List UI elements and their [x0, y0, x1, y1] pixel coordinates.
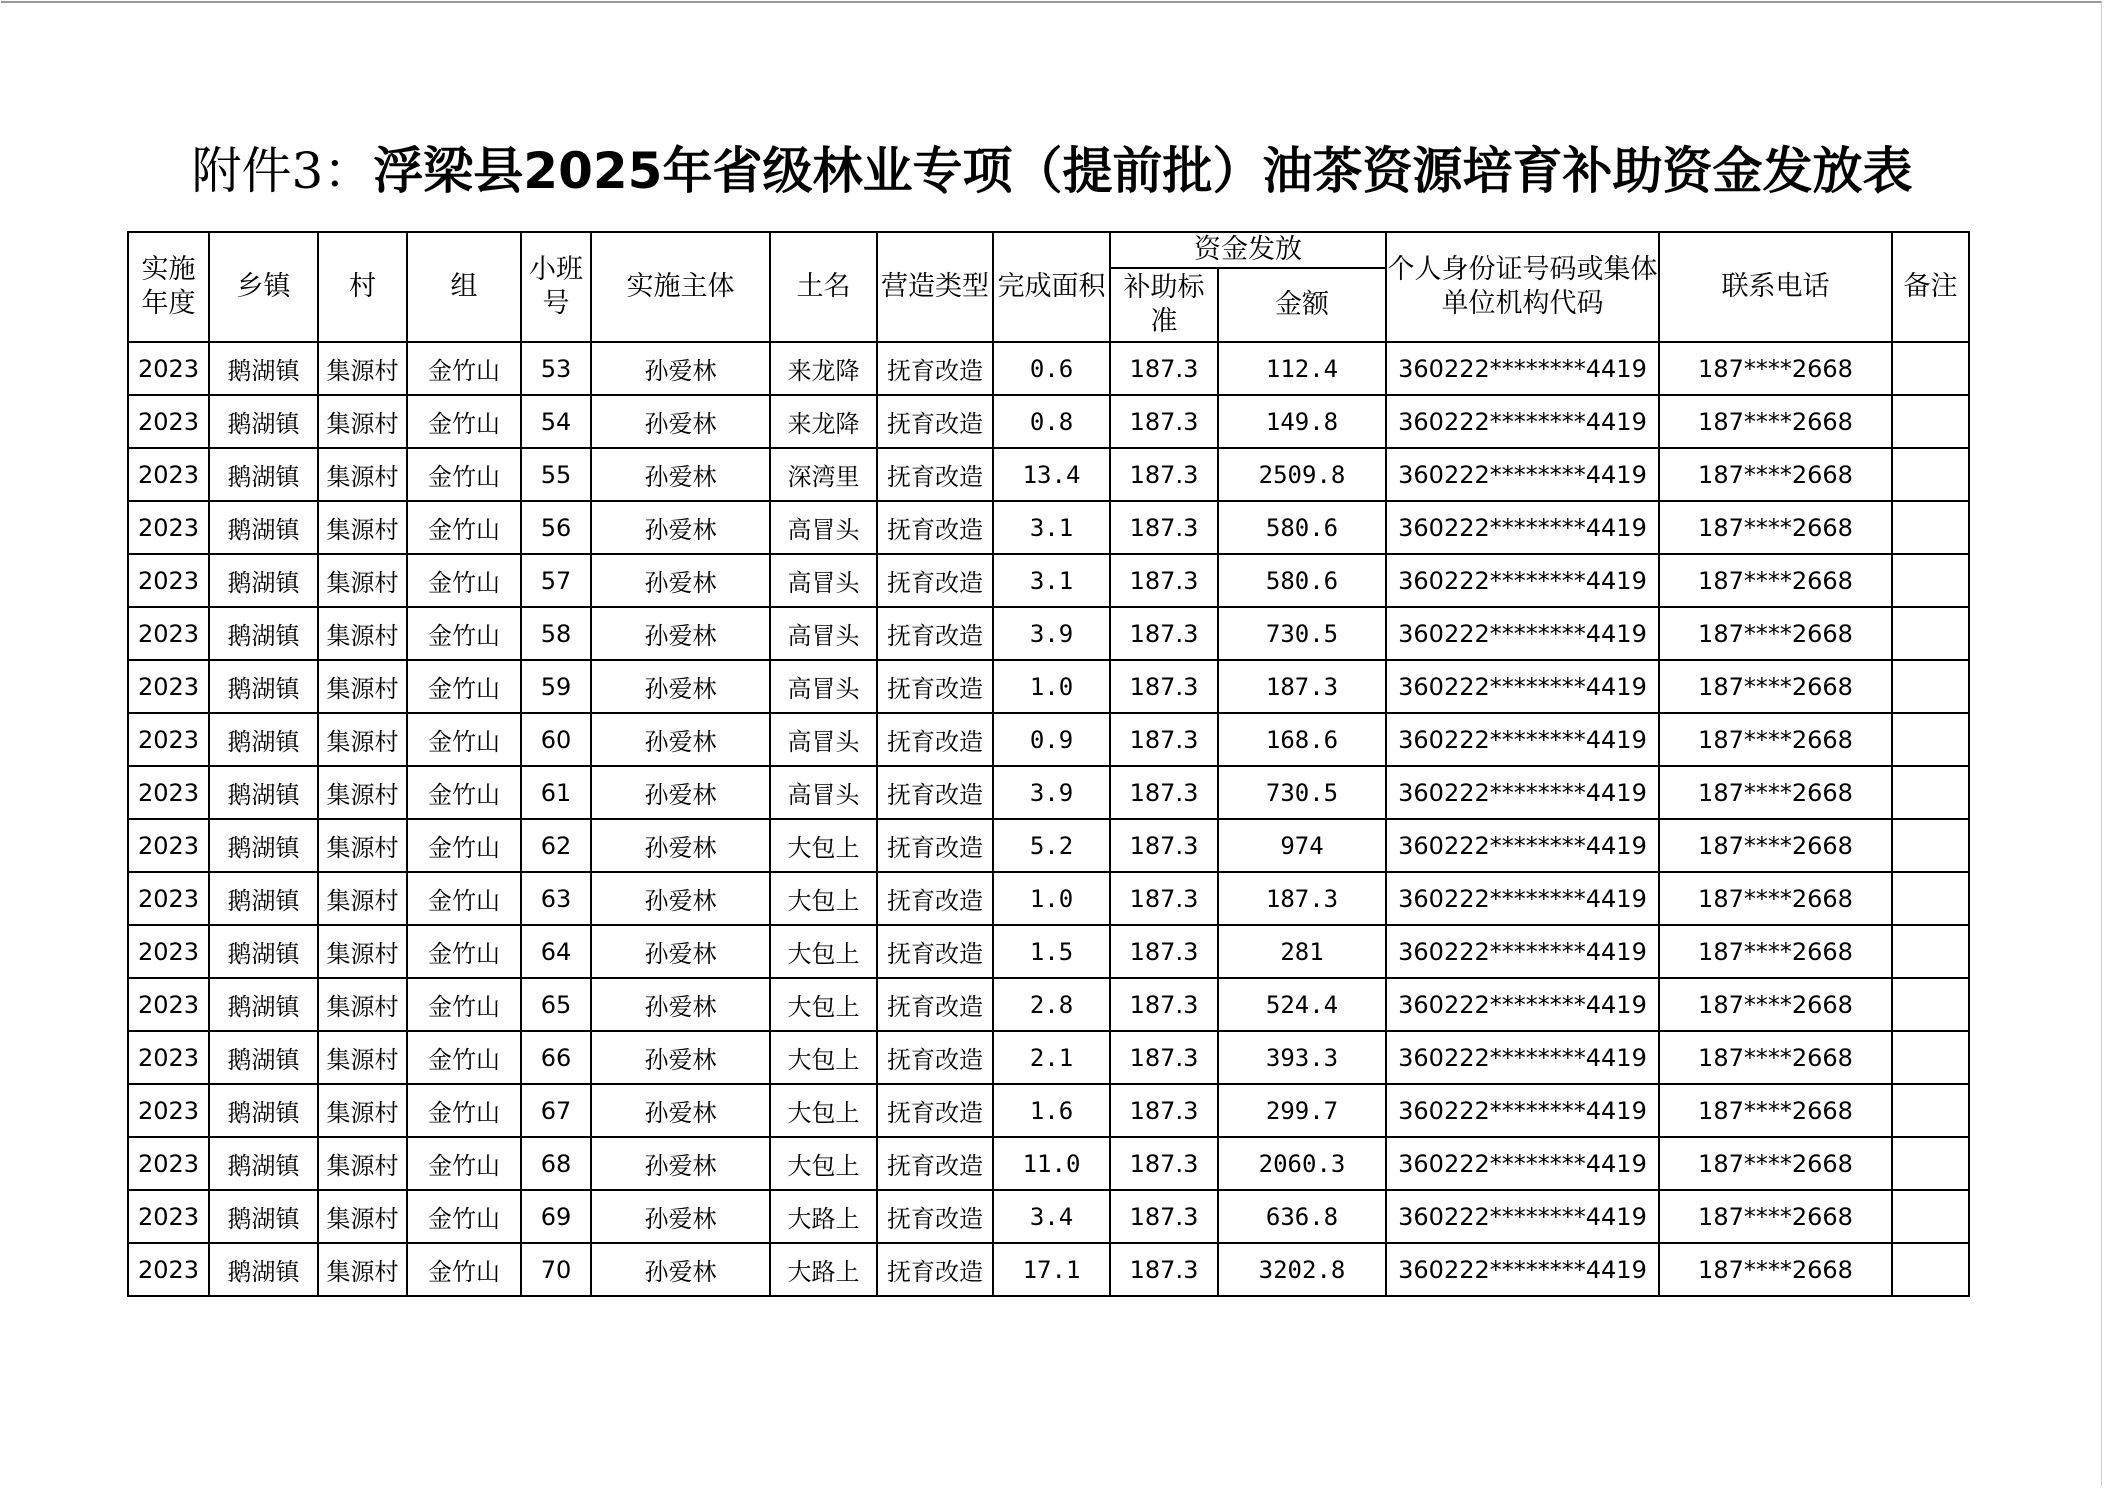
cell-village: 集源村 — [318, 766, 407, 819]
cell-phone: 187****2668 — [1659, 1190, 1892, 1243]
table-row — [128, 1137, 1969, 1190]
cell-plot-no: 62 — [521, 819, 591, 872]
cell-place-name: 大包上 — [770, 1084, 877, 1137]
cell-town: 鹅湖镇 — [209, 819, 318, 872]
cell-year: 2023 — [128, 554, 209, 607]
cell-id-code: 360222********4419 — [1386, 766, 1659, 819]
cell-area: 1.5 — [993, 925, 1110, 978]
cell-group: 金竹山 — [407, 819, 521, 872]
cell-remark — [1892, 607, 1969, 660]
cell-phone: 187****2668 — [1659, 713, 1892, 766]
cell-id-code: 360222********4419 — [1386, 660, 1659, 713]
table-row — [128, 342, 1969, 395]
cell-town: 鹅湖镇 — [209, 1243, 318, 1296]
cell-build-type: 抚育改造 — [877, 660, 993, 713]
cell-place-name: 高冒头 — [770, 660, 877, 713]
cell-entity: 孙爱林 — [591, 342, 770, 395]
cell-village: 集源村 — [318, 925, 407, 978]
cell-year: 2023 — [128, 978, 209, 1031]
cell-id-code: 360222********4419 — [1386, 872, 1659, 925]
table-row — [128, 819, 1969, 872]
cell-id-code: 360222********4419 — [1386, 1243, 1659, 1296]
cell-phone: 187****2668 — [1659, 660, 1892, 713]
cell-year: 2023 — [128, 1137, 209, 1190]
cell-town: 鹅湖镇 — [209, 607, 318, 660]
cell-build-type: 抚育改造 — [877, 925, 993, 978]
cell-year: 2023 — [128, 766, 209, 819]
header-plot-no: 小班号 — [521, 232, 591, 342]
cell-year: 2023 — [128, 1031, 209, 1084]
cell-town: 鹅湖镇 — [209, 872, 318, 925]
cell-area: 5.2 — [993, 819, 1110, 872]
header-place-name: 土名 — [770, 232, 877, 342]
cell-village: 集源村 — [318, 978, 407, 1031]
cell-amount: 149.8 — [1218, 395, 1386, 448]
header-entity: 实施主体 — [591, 232, 770, 342]
cell-plot-no: 69 — [521, 1190, 591, 1243]
cell-village: 集源村 — [318, 819, 407, 872]
cell-standard: 187.3 — [1110, 395, 1218, 448]
cell-plot-no: 70 — [521, 1243, 591, 1296]
cell-remark — [1892, 872, 1969, 925]
header-area: 完成面积 — [993, 232, 1110, 342]
cell-plot-no: 64 — [521, 925, 591, 978]
cell-id-code: 360222********4419 — [1386, 978, 1659, 1031]
table-row — [128, 1190, 1969, 1243]
table-row — [128, 1243, 1969, 1296]
cell-village: 集源村 — [318, 448, 407, 501]
cell-place-name: 高冒头 — [770, 501, 877, 554]
cell-town: 鹅湖镇 — [209, 501, 318, 554]
table-row — [128, 925, 1969, 978]
cell-village: 集源村 — [318, 713, 407, 766]
cell-plot-no: 68 — [521, 1137, 591, 1190]
cell-place-name: 大路上 — [770, 1243, 877, 1296]
cell-plot-no: 54 — [521, 395, 591, 448]
cell-amount: 168.6 — [1218, 713, 1386, 766]
cell-phone: 187****2668 — [1659, 1137, 1892, 1190]
cell-id-code: 360222********4419 — [1386, 395, 1659, 448]
cell-id-code: 360222********4419 — [1386, 501, 1659, 554]
cell-standard: 187.3 — [1110, 1190, 1218, 1243]
cell-remark — [1892, 660, 1969, 713]
cell-area: 0.9 — [993, 713, 1110, 766]
cell-build-type: 抚育改造 — [877, 1031, 993, 1084]
cell-entity: 孙爱林 — [591, 1031, 770, 1084]
cell-id-code: 360222********4419 — [1386, 1084, 1659, 1137]
cell-group: 金竹山 — [407, 1084, 521, 1137]
cell-entity: 孙爱林 — [591, 1190, 770, 1243]
header-group: 组 — [407, 232, 521, 342]
cell-standard: 187.3 — [1110, 448, 1218, 501]
header-standard: 补助标准 — [1110, 268, 1218, 342]
cell-phone: 187****2668 — [1659, 501, 1892, 554]
cell-standard: 187.3 — [1110, 1137, 1218, 1190]
cell-standard: 187.3 — [1110, 660, 1218, 713]
cell-remark — [1892, 1137, 1969, 1190]
cell-standard: 187.3 — [1110, 819, 1218, 872]
cell-amount: 580.6 — [1218, 554, 1386, 607]
cell-area: 1.0 — [993, 660, 1110, 713]
cell-phone: 187****2668 — [1659, 607, 1892, 660]
cell-amount: 524.4 — [1218, 978, 1386, 1031]
cell-place-name: 大包上 — [770, 1137, 877, 1190]
cell-amount: 187.3 — [1218, 660, 1386, 713]
cell-remark — [1892, 342, 1969, 395]
subsidy-table — [127, 231, 1970, 1297]
cell-build-type: 抚育改造 — [877, 766, 993, 819]
cell-standard: 187.3 — [1110, 872, 1218, 925]
cell-remark — [1892, 1031, 1969, 1084]
cell-year: 2023 — [128, 1243, 209, 1296]
cell-village: 集源村 — [318, 342, 407, 395]
cell-standard: 187.3 — [1110, 1243, 1218, 1296]
cell-entity: 孙爱林 — [591, 395, 770, 448]
cell-area: 11.0 — [993, 1137, 1110, 1190]
cell-group: 金竹山 — [407, 978, 521, 1031]
cell-year: 2023 — [128, 448, 209, 501]
cell-area: 2.1 — [993, 1031, 1110, 1084]
table-row — [128, 607, 1969, 660]
cell-amount: 393.3 — [1218, 1031, 1386, 1084]
cell-area: 3.1 — [993, 501, 1110, 554]
cell-entity: 孙爱林 — [591, 660, 770, 713]
cell-standard: 187.3 — [1110, 554, 1218, 607]
cell-village: 集源村 — [318, 607, 407, 660]
cell-year: 2023 — [128, 501, 209, 554]
cell-amount: 3202.8 — [1218, 1243, 1386, 1296]
cell-group: 金竹山 — [407, 607, 521, 660]
header-year: 实施年度 — [128, 232, 209, 342]
cell-amount: 730.5 — [1218, 607, 1386, 660]
cell-town: 鹅湖镇 — [209, 1084, 318, 1137]
cell-group: 金竹山 — [407, 766, 521, 819]
cell-town: 鹅湖镇 — [209, 1137, 318, 1190]
cell-entity: 孙爱林 — [591, 607, 770, 660]
cell-phone: 187****2668 — [1659, 554, 1892, 607]
cell-village: 集源村 — [318, 1243, 407, 1296]
cell-plot-no: 53 — [521, 342, 591, 395]
cell-entity: 孙爱林 — [591, 713, 770, 766]
cell-standard: 187.3 — [1110, 1031, 1218, 1084]
cell-standard: 187.3 — [1110, 1084, 1218, 1137]
cell-phone: 187****2668 — [1659, 925, 1892, 978]
cell-town: 鹅湖镇 — [209, 448, 318, 501]
cell-standard: 187.3 — [1110, 766, 1218, 819]
cell-entity: 孙爱林 — [591, 1137, 770, 1190]
cell-phone: 187****2668 — [1659, 342, 1892, 395]
cell-place-name: 大包上 — [770, 925, 877, 978]
cell-build-type: 抚育改造 — [877, 395, 993, 448]
cell-town: 鹅湖镇 — [209, 554, 318, 607]
cell-build-type: 抚育改造 — [877, 1084, 993, 1137]
cell-id-code: 360222********4419 — [1386, 1190, 1659, 1243]
cell-remark — [1892, 713, 1969, 766]
cell-id-code: 360222********4419 — [1386, 448, 1659, 501]
cell-year: 2023 — [128, 1084, 209, 1137]
cell-phone: 187****2668 — [1659, 395, 1892, 448]
header-funding: 资金发放 — [1110, 232, 1386, 268]
cell-area: 3.4 — [993, 1190, 1110, 1243]
cell-village: 集源村 — [318, 1084, 407, 1137]
cell-phone: 187****2668 — [1659, 448, 1892, 501]
cell-amount: 2060.3 — [1218, 1137, 1386, 1190]
cell-phone: 187****2668 — [1659, 766, 1892, 819]
cell-area: 3.1 — [993, 554, 1110, 607]
table-row — [128, 501, 1969, 554]
cell-build-type: 抚育改造 — [877, 342, 993, 395]
cell-area: 0.8 — [993, 395, 1110, 448]
cell-plot-no: 59 — [521, 660, 591, 713]
cell-build-type: 抚育改造 — [877, 607, 993, 660]
cell-year: 2023 — [128, 819, 209, 872]
cell-area: 3.9 — [993, 766, 1110, 819]
cell-phone: 187****2668 — [1659, 819, 1892, 872]
table-row — [128, 713, 1969, 766]
cell-standard: 187.3 — [1110, 925, 1218, 978]
cell-phone: 187****2668 — [1659, 1084, 1892, 1137]
cell-phone: 187****2668 — [1659, 872, 1892, 925]
cell-build-type: 抚育改造 — [877, 713, 993, 766]
cell-standard: 187.3 — [1110, 342, 1218, 395]
header-amount: 金额 — [1218, 268, 1386, 342]
cell-standard: 187.3 — [1110, 501, 1218, 554]
header-phone: 联系电话 — [1659, 232, 1892, 342]
cell-town: 鹅湖镇 — [209, 978, 318, 1031]
cell-remark — [1892, 1243, 1969, 1296]
cell-town: 鹅湖镇 — [209, 713, 318, 766]
cell-phone: 187****2668 — [1659, 1031, 1892, 1084]
cell-village: 集源村 — [318, 1031, 407, 1084]
cell-build-type: 抚育改造 — [877, 448, 993, 501]
cell-village: 集源村 — [318, 1190, 407, 1243]
cell-year: 2023 — [128, 713, 209, 766]
cell-year: 2023 — [128, 342, 209, 395]
cell-entity: 孙爱林 — [591, 978, 770, 1031]
cell-place-name: 深湾里 — [770, 448, 877, 501]
cell-group: 金竹山 — [407, 660, 521, 713]
cell-village: 集源村 — [318, 501, 407, 554]
cell-town: 鹅湖镇 — [209, 1031, 318, 1084]
cell-year: 2023 — [128, 395, 209, 448]
cell-place-name: 高冒头 — [770, 554, 877, 607]
cell-amount: 974 — [1218, 819, 1386, 872]
cell-year: 2023 — [128, 872, 209, 925]
cell-group: 金竹山 — [407, 713, 521, 766]
cell-id-code: 360222********4419 — [1386, 925, 1659, 978]
cell-remark — [1892, 1084, 1969, 1137]
cell-amount: 281 — [1218, 925, 1386, 978]
cell-entity: 孙爱林 — [591, 554, 770, 607]
table-row — [128, 1031, 1969, 1084]
cell-build-type: 抚育改造 — [877, 1137, 993, 1190]
cell-amount: 187.3 — [1218, 872, 1386, 925]
table-row — [128, 395, 1969, 448]
cell-place-name: 大包上 — [770, 872, 877, 925]
cell-place-name: 大路上 — [770, 1190, 877, 1243]
cell-town: 鹅湖镇 — [209, 342, 318, 395]
cell-place-name: 高冒头 — [770, 766, 877, 819]
header-build-type: 营造类型 — [877, 232, 993, 342]
cell-group: 金竹山 — [407, 1190, 521, 1243]
cell-plot-no: 57 — [521, 554, 591, 607]
cell-remark — [1892, 978, 1969, 1031]
document-title — [0, 138, 2104, 204]
cell-plot-no: 60 — [521, 713, 591, 766]
cell-village: 集源村 — [318, 872, 407, 925]
cell-group: 金竹山 — [407, 1137, 521, 1190]
cell-area: 1.0 — [993, 872, 1110, 925]
cell-entity: 孙爱林 — [591, 766, 770, 819]
cell-remark — [1892, 501, 1969, 554]
table-body — [128, 342, 1969, 1296]
cell-entity: 孙爱林 — [591, 448, 770, 501]
header-id-code: 个人身份证号码或集体单位机构代码 — [1386, 232, 1659, 342]
cell-remark — [1892, 925, 1969, 978]
cell-plot-no: 55 — [521, 448, 591, 501]
table-row — [128, 554, 1969, 607]
header-village: 村 — [318, 232, 407, 342]
cell-amount: 636.8 — [1218, 1190, 1386, 1243]
cell-village: 集源村 — [318, 395, 407, 448]
cell-plot-no: 66 — [521, 1031, 591, 1084]
cell-remark — [1892, 1190, 1969, 1243]
cell-village: 集源村 — [318, 1137, 407, 1190]
cell-standard: 187.3 — [1110, 978, 1218, 1031]
cell-id-code: 360222********4419 — [1386, 554, 1659, 607]
cell-remark — [1892, 819, 1969, 872]
title-prefix: 附件3： — [191, 142, 374, 200]
cell-entity: 孙爱林 — [591, 819, 770, 872]
cell-plot-no: 61 — [521, 766, 591, 819]
cell-group: 金竹山 — [407, 554, 521, 607]
cell-place-name: 高冒头 — [770, 607, 877, 660]
cell-place-name: 大包上 — [770, 819, 877, 872]
cell-build-type: 抚育改造 — [877, 872, 993, 925]
cell-plot-no: 56 — [521, 501, 591, 554]
cell-phone: 187****2668 — [1659, 1243, 1892, 1296]
cell-id-code: 360222********4419 — [1386, 607, 1659, 660]
cell-area: 1.6 — [993, 1084, 1110, 1137]
cell-place-name: 大包上 — [770, 978, 877, 1031]
cell-amount: 730.5 — [1218, 766, 1386, 819]
cell-standard: 187.3 — [1110, 607, 1218, 660]
cell-year: 2023 — [128, 925, 209, 978]
cell-id-code: 360222********4419 — [1386, 342, 1659, 395]
cell-year: 2023 — [128, 660, 209, 713]
cell-id-code: 360222********4419 — [1386, 1137, 1659, 1190]
cell-id-code: 360222********4419 — [1386, 1031, 1659, 1084]
cell-build-type: 抚育改造 — [877, 819, 993, 872]
cell-area: 17.1 — [993, 1243, 1110, 1296]
cell-build-type: 抚育改造 — [877, 1190, 993, 1243]
cell-group: 金竹山 — [407, 342, 521, 395]
header-town: 乡镇 — [209, 232, 318, 342]
cell-entity: 孙爱林 — [591, 1084, 770, 1137]
cell-amount: 112.4 — [1218, 342, 1386, 395]
cell-group: 金竹山 — [407, 448, 521, 501]
cell-town: 鹅湖镇 — [209, 766, 318, 819]
title-main: 浮梁县2025年省级林业专项（提前批）油茶资源培育补助资金发放表 — [373, 142, 1913, 200]
table-row — [128, 766, 1969, 819]
cell-build-type: 抚育改造 — [877, 501, 993, 554]
cell-id-code: 360222********4419 — [1386, 819, 1659, 872]
cell-build-type: 抚育改造 — [877, 978, 993, 1031]
cell-place-name: 大包上 — [770, 1031, 877, 1084]
cell-group: 金竹山 — [407, 925, 521, 978]
cell-build-type: 抚育改造 — [877, 1243, 993, 1296]
cell-entity: 孙爱林 — [591, 501, 770, 554]
cell-area: 2.8 — [993, 978, 1110, 1031]
cell-remark — [1892, 766, 1969, 819]
cell-plot-no: 65 — [521, 978, 591, 1031]
cell-village: 集源村 — [318, 660, 407, 713]
cell-group: 金竹山 — [407, 1243, 521, 1296]
cell-standard: 187.3 — [1110, 713, 1218, 766]
cell-id-code: 360222********4419 — [1386, 713, 1659, 766]
cell-place-name: 来龙降 — [770, 395, 877, 448]
cell-area: 13.4 — [993, 448, 1110, 501]
cell-build-type: 抚育改造 — [877, 554, 993, 607]
table-header — [128, 232, 1969, 342]
cell-plot-no: 58 — [521, 607, 591, 660]
cell-area: 3.9 — [993, 607, 1110, 660]
cell-town: 鹅湖镇 — [209, 395, 318, 448]
cell-phone: 187****2668 — [1659, 978, 1892, 1031]
cell-year: 2023 — [128, 607, 209, 660]
cell-group: 金竹山 — [407, 872, 521, 925]
cell-town: 鹅湖镇 — [209, 925, 318, 978]
cell-group: 金竹山 — [407, 501, 521, 554]
cell-plot-no: 67 — [521, 1084, 591, 1137]
cell-entity: 孙爱林 — [591, 1243, 770, 1296]
table-row — [128, 872, 1969, 925]
cell-remark — [1892, 554, 1969, 607]
cell-plot-no: 63 — [521, 872, 591, 925]
cell-town: 鹅湖镇 — [209, 1190, 318, 1243]
table-row — [128, 1084, 1969, 1137]
header-remark: 备注 — [1892, 232, 1969, 342]
cell-area: 0.6 — [993, 342, 1110, 395]
cell-village: 集源村 — [318, 554, 407, 607]
cell-group: 金竹山 — [407, 1031, 521, 1084]
table-row — [128, 660, 1969, 713]
cell-remark — [1892, 448, 1969, 501]
cell-place-name: 来龙降 — [770, 342, 877, 395]
cell-year: 2023 — [128, 1190, 209, 1243]
cell-amount: 580.6 — [1218, 501, 1386, 554]
cell-entity: 孙爱林 — [591, 872, 770, 925]
cell-town: 鹅湖镇 — [209, 660, 318, 713]
cell-place-name: 高冒头 — [770, 713, 877, 766]
table-row — [128, 978, 1969, 1031]
cell-entity: 孙爱林 — [591, 925, 770, 978]
cell-amount: 2509.8 — [1218, 448, 1386, 501]
table-row — [128, 448, 1969, 501]
cell-amount: 299.7 — [1218, 1084, 1386, 1137]
cell-remark — [1892, 395, 1969, 448]
cell-group: 金竹山 — [407, 395, 521, 448]
